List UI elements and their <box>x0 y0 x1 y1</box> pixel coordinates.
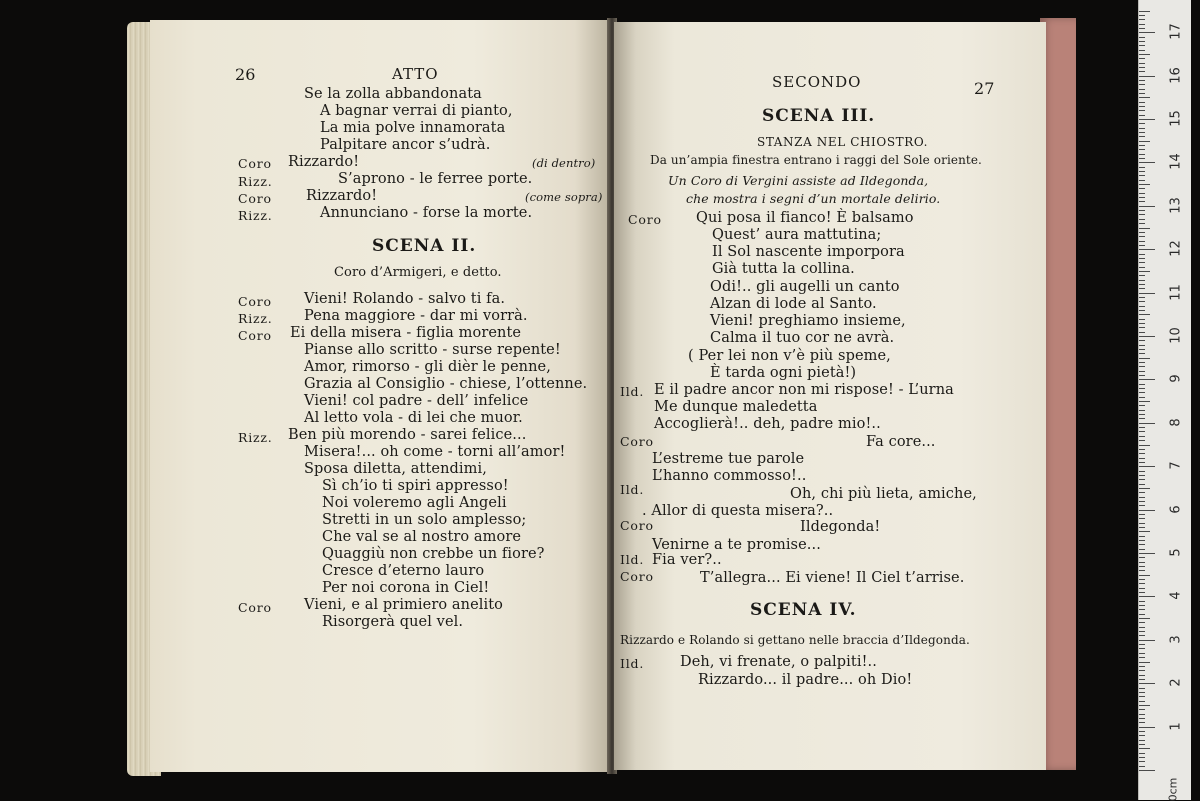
ruler-tick <box>1139 505 1145 506</box>
ruler-tick <box>1139 458 1145 459</box>
ruler-tick <box>1139 149 1145 150</box>
ruler-tick <box>1139 115 1145 116</box>
verse-line: Pena maggiore - dar mi vorrà. <box>304 308 528 324</box>
ruler-tick <box>1139 735 1145 736</box>
ruler-tick <box>1139 76 1155 77</box>
verse-line: Ei della misera - figlia morente <box>290 325 522 341</box>
verse-line: Quaggiù non crebbe un fiore? <box>322 546 545 562</box>
ruler-tick <box>1139 475 1145 476</box>
ruler-tick <box>1139 549 1145 550</box>
ruler-number: 17 <box>1168 23 1184 40</box>
ruler-tick <box>1139 297 1145 298</box>
ruler-tick <box>1139 536 1145 537</box>
ruler-number: 3 <box>1168 635 1184 644</box>
ruler-tick <box>1139 158 1145 159</box>
ruler-number: 16 <box>1168 66 1184 84</box>
speaker-label: Ild. <box>620 482 645 497</box>
verse-line: Fa core... <box>866 434 936 450</box>
verse-line: Risorgerà quel vel. <box>322 614 464 630</box>
ruler-tick <box>1139 171 1145 172</box>
ruler-tick <box>1139 722 1145 723</box>
ruler-number: 14 <box>1168 153 1184 171</box>
ruler-tick <box>1139 50 1145 51</box>
ruler-tick <box>1139 332 1145 333</box>
ruler-tick <box>1139 631 1145 632</box>
ruler-tick <box>1139 701 1145 702</box>
ruler-tick <box>1139 405 1145 406</box>
ruler-tick <box>1139 492 1145 493</box>
ruler-tick <box>1139 123 1145 124</box>
verse-line: Fia ver?.. <box>652 552 722 568</box>
ruler-tick <box>1139 657 1145 658</box>
ruler-tick <box>1139 766 1145 767</box>
ruler-tick <box>1139 141 1150 142</box>
verse-line: Stretti in un solo amplesso; <box>322 512 527 528</box>
verse-line: Annunciano - forse la morte. <box>320 205 533 221</box>
page-number: 26 <box>235 65 256 84</box>
ruler-tick <box>1139 162 1155 163</box>
ruler-tick <box>1139 54 1150 55</box>
verse-line: Sì ch’io ti spiri appresso! <box>322 478 509 494</box>
ruler-tick <box>1139 418 1145 419</box>
ruler-tick <box>1139 709 1145 710</box>
ruler-tick <box>1139 401 1150 402</box>
verse-line: Per noi corona in Ciel! <box>322 580 490 596</box>
ruler-tick <box>1139 414 1145 415</box>
ruler-tick <box>1139 479 1145 480</box>
speaker-label: Rizz. <box>238 208 273 223</box>
ruler-tick <box>1139 349 1145 350</box>
ruler-tick <box>1139 627 1145 628</box>
verse-line: Rizzardo! <box>288 154 360 170</box>
ruler-tick <box>1139 705 1150 706</box>
ruler-tick <box>1139 262 1145 263</box>
scene-setting: STANZA NEL CHIOSTRO. <box>757 135 929 149</box>
ruler-tick <box>1139 119 1155 120</box>
ruler-unit-label: 0cm <box>1166 777 1180 801</box>
ruler-tick <box>1139 453 1145 454</box>
ruler-tick <box>1139 184 1150 185</box>
verse-line: È tarda ogni pietà!) <box>710 365 857 381</box>
verse-line: Accoglierà!.. deh, padre mio!.. <box>654 416 881 432</box>
ruler-tick <box>1139 358 1150 359</box>
ruler-tick <box>1139 770 1155 771</box>
ruler-number: 10 <box>1168 327 1184 344</box>
ruler-tick <box>1139 679 1145 680</box>
stage-direction: che mostra i segni d’un mortale delirio. <box>686 191 941 206</box>
scene-direction: Coro d’Armigeri, e detto. <box>334 265 502 280</box>
ruler-tick <box>1139 570 1145 571</box>
running-head: ATTO <box>392 65 439 83</box>
ruler-tick <box>1139 666 1145 667</box>
speaker-label: Rizz. <box>238 174 273 189</box>
ruler-tick <box>1139 67 1145 68</box>
ruler-tick <box>1139 327 1145 328</box>
ruler-tick <box>1139 197 1145 198</box>
ruler-tick <box>1139 640 1155 641</box>
verse-line: Il Sol nascente imporpora <box>712 244 905 260</box>
ruler-tick <box>1139 180 1145 181</box>
ruler-tick <box>1139 353 1145 354</box>
verse-line: Noi voleremo agli Angeli <box>322 495 507 511</box>
ruler-number: 4 <box>1168 591 1184 601</box>
ruler-tick <box>1139 488 1150 489</box>
verse-line: Cresce d’eterno lauro <box>322 563 485 579</box>
ruler-tick <box>1139 523 1145 524</box>
measuring-ruler <box>1138 0 1191 800</box>
ruler-tick <box>1139 427 1145 428</box>
verse-line: S’aprono - le ferree porte. <box>338 171 533 187</box>
ruler-tick <box>1139 19 1145 20</box>
ruler-number: 5 <box>1168 548 1184 557</box>
ruler-tick <box>1139 588 1145 589</box>
ruler-tick <box>1139 15 1145 16</box>
verse-line: Venirne a te promise... <box>652 537 821 553</box>
ruler-tick <box>1139 618 1150 619</box>
stage-note: (di dentro) <box>532 156 596 170</box>
ruler-tick <box>1139 193 1145 194</box>
ruler-tick <box>1139 501 1145 502</box>
ruler-tick <box>1139 696 1145 697</box>
speaker-label: Rizz. <box>238 311 273 326</box>
verse-line: La mia polve innamorata <box>320 120 506 136</box>
ruler-tick <box>1139 210 1145 211</box>
ruler-tick <box>1139 648 1145 649</box>
ruler-tick <box>1139 518 1145 519</box>
ruler-tick <box>1139 219 1145 220</box>
ruler-tick <box>1139 688 1145 689</box>
ruler-tick <box>1139 41 1145 42</box>
ruler-tick <box>1139 323 1145 324</box>
page-number: 27 <box>974 79 995 98</box>
ruler-tick <box>1139 310 1145 311</box>
speaker-label: Coro <box>620 569 654 584</box>
ruler-tick <box>1139 214 1145 215</box>
ruler-tick <box>1139 201 1145 202</box>
ruler-tick <box>1139 744 1145 745</box>
ruler-tick <box>1139 362 1145 363</box>
ruler-tick <box>1139 510 1155 511</box>
speaker-label: Coro <box>628 212 662 227</box>
ruler-tick <box>1139 622 1145 623</box>
verse-line: Ildegonda! <box>800 519 881 535</box>
verse-line: L’hanno commosso!.. <box>652 468 807 484</box>
ruler-tick <box>1139 340 1145 341</box>
verse-line: A bagnar verrai di pianto, <box>320 103 513 119</box>
ruler-tick <box>1139 462 1145 463</box>
ruler-tick <box>1139 596 1155 597</box>
ruler-number: 9 <box>1168 374 1184 384</box>
ruler-tick <box>1139 740 1145 741</box>
ruler-tick <box>1139 271 1150 272</box>
ruler-tick <box>1139 80 1145 81</box>
speaker-label: Coro <box>238 294 272 309</box>
verse-line: Oh, chi più lieta, amiche, <box>790 486 977 502</box>
ruler-number: 6 <box>1168 504 1184 514</box>
ruler-tick <box>1139 379 1155 380</box>
ruler-tick <box>1139 397 1145 398</box>
ruler-tick <box>1139 514 1145 515</box>
ruler-tick <box>1139 301 1145 302</box>
ruler-tick <box>1139 24 1145 25</box>
scene-title: SCENA III. <box>762 106 876 126</box>
ruler-tick <box>1139 757 1145 758</box>
ruler-number: 7 <box>1168 461 1184 470</box>
ruler-number: 2 <box>1168 678 1184 687</box>
speaker-label: Coro <box>238 328 272 343</box>
ruler-tick <box>1139 371 1145 372</box>
ruler-tick <box>1139 575 1150 576</box>
ruler-tick <box>1139 241 1145 242</box>
ruler-tick <box>1139 267 1145 268</box>
scene-title: SCENA IV. <box>750 600 857 620</box>
ruler-tick <box>1139 531 1150 532</box>
ruler-tick <box>1139 132 1145 133</box>
ruler-tick <box>1139 753 1145 754</box>
speaker-label: Coro <box>238 191 272 206</box>
ruler-tick <box>1139 293 1155 294</box>
ruler-tick <box>1139 683 1155 684</box>
verse-line: Alzan di lode al Santo. <box>710 296 877 312</box>
verse-line: Rizzardo... il padre... oh Dio! <box>698 672 913 688</box>
ruler-tick <box>1139 540 1145 541</box>
ruler-number: 1 <box>1168 721 1184 731</box>
ruler-tick <box>1139 392 1145 393</box>
ruler-tick <box>1139 145 1145 146</box>
ruler-tick <box>1139 375 1145 376</box>
verse-line: Quest’ aura mattutina; <box>712 227 882 243</box>
verse-line: Vieni, e al primiero anelito <box>304 597 503 613</box>
stage-direction: Rizzardo e Rolando si gettano nelle braccia d’Ildegonda. <box>620 633 970 647</box>
ruler-tick <box>1139 154 1145 155</box>
ruler-tick <box>1139 471 1145 472</box>
ruler-tick <box>1139 84 1145 85</box>
ruler-tick <box>1139 175 1145 176</box>
ruler-tick <box>1139 280 1145 281</box>
ruler-tick <box>1139 662 1150 663</box>
ruler-tick <box>1139 410 1145 411</box>
ruler-tick <box>1139 254 1145 255</box>
verse-line: Odi!.. gli augelli un canto <box>710 279 900 295</box>
verse-line: Al letto vola - di lei che muor. <box>304 410 523 426</box>
ruler-tick <box>1139 583 1145 584</box>
ruler-tick <box>1139 553 1155 554</box>
ruler-tick <box>1139 188 1145 189</box>
ruler-tick <box>1139 223 1145 224</box>
ruler-tick <box>1139 58 1145 59</box>
ruler-number: 11 <box>1168 283 1184 301</box>
ruler-tick <box>1139 718 1145 719</box>
ruler-tick <box>1139 731 1145 732</box>
ruler-tick <box>1139 106 1145 107</box>
ruler-tick <box>1139 748 1150 749</box>
ruler-tick <box>1139 102 1145 103</box>
verse-line: Calma il tuo cor ne avrà. <box>710 330 895 346</box>
ruler-tick <box>1139 609 1145 610</box>
ruler-tick <box>1139 71 1145 72</box>
ruler-tick <box>1139 306 1145 307</box>
ruler-tick <box>1139 63 1145 64</box>
verse-line: Che val se al nostro amore <box>322 529 522 545</box>
ruler-tick <box>1139 675 1145 676</box>
ruler-tick <box>1139 206 1155 207</box>
ruler-tick <box>1139 557 1145 558</box>
ruler-tick <box>1139 449 1145 450</box>
ruler-tick <box>1139 336 1155 337</box>
ruler-tick <box>1139 436 1145 437</box>
verse-line: Rizzardo! <box>306 188 378 204</box>
ruler-tick <box>1139 314 1150 315</box>
ruler-tick <box>1139 440 1145 441</box>
verse-line: Pianse allo scritto - surse repente! <box>304 342 561 358</box>
ruler-tick <box>1139 345 1145 346</box>
ruler-tick <box>1139 423 1155 424</box>
running-head: SECONDO <box>772 73 862 91</box>
ruler-tick <box>1139 605 1145 606</box>
ruler-number: 8 <box>1168 418 1184 427</box>
ruler-tick <box>1139 89 1145 90</box>
ruler-tick <box>1139 32 1155 33</box>
verse-line: L’estreme tue parole <box>652 451 805 467</box>
verse-line: Deh, vi frenate, o palpiti!.. <box>680 654 877 670</box>
verse-line: Me dunque maledetta <box>654 399 818 415</box>
ruler-tick <box>1139 484 1145 485</box>
stage-note: (come sopra) <box>525 190 603 204</box>
ruler-tick <box>1139 275 1145 276</box>
ruler-tick <box>1139 592 1145 593</box>
ruler-tick <box>1139 37 1145 38</box>
verse-line: Misera!... oh come - torni all’amor! <box>304 444 566 460</box>
ruler-tick <box>1139 97 1150 98</box>
ruler-tick <box>1139 128 1145 129</box>
ruler-tick <box>1139 284 1145 285</box>
verse-line: Palpitare ancor s’udrà. <box>320 137 491 153</box>
ruler-tick <box>1139 727 1155 728</box>
verse-line: ( Per lei non v’è più speme, <box>688 348 891 364</box>
verse-line: . Allor di questa misera?.. <box>642 503 834 519</box>
ruler-tick <box>1139 93 1145 94</box>
ruler-tick <box>1139 544 1145 545</box>
verse-line: Vieni! col padre - dell’ infelice <box>304 393 529 409</box>
ruler-tick <box>1139 110 1145 111</box>
verse-line: Sposa diletta, attendimi, <box>304 461 487 477</box>
ruler-tick <box>1139 653 1145 654</box>
ruler-tick <box>1139 245 1145 246</box>
ruler-number: 13 <box>1168 197 1184 214</box>
speaker-label: Coro <box>238 600 272 615</box>
ruler-tick <box>1139 249 1155 250</box>
verse-line: Grazia al Consiglio - chiese, l’ottenne. <box>304 376 588 392</box>
scene-title: SCENA II. <box>372 236 477 256</box>
ruler-tick <box>1139 431 1145 432</box>
ruler-tick <box>1139 45 1145 46</box>
verse-line: Ben più morendo - sarei felice... <box>288 427 527 443</box>
ruler-tick <box>1139 384 1145 385</box>
ruler-tick <box>1139 466 1155 467</box>
verse-line: Vieni! preghiamo insieme, <box>710 313 906 329</box>
verse-line: Amor, rimorso - gli dièr le penne, <box>304 359 551 375</box>
speaker-label: Ild. <box>620 552 645 567</box>
ruler-tick <box>1139 258 1145 259</box>
ruler-tick <box>1139 366 1145 367</box>
ruler-tick <box>1139 562 1145 563</box>
verse-line: Se la zolla abbandonata <box>304 86 482 102</box>
ruler-tick <box>1139 635 1145 636</box>
speaker-label: Coro <box>238 156 272 171</box>
ruler-tick <box>1139 388 1145 389</box>
ruler-tick <box>1139 228 1150 229</box>
ruler-tick <box>1139 28 1145 29</box>
verse-line: Già tutta la collina. <box>712 261 855 277</box>
ruler-number: 12 <box>1168 240 1184 257</box>
ruler-tick <box>1139 232 1145 233</box>
right-page <box>614 22 1046 770</box>
ruler-tick <box>1139 497 1145 498</box>
speaker-label: Coro <box>620 518 654 533</box>
verse-line: T’allegra... Ei viene! Il Ciel t’arrise. <box>700 570 965 586</box>
speaker-label: Rizz. <box>238 430 273 445</box>
ruler-tick <box>1139 288 1145 289</box>
speaker-label: Ild. <box>620 656 645 671</box>
stage-direction: Da un’ampia finestra entrano i raggi del Sole oriente. <box>650 153 982 167</box>
ruler-tick <box>1139 319 1145 320</box>
verse-line: Qui posa il fianco! È balsamo <box>696 210 914 226</box>
ruler-tick <box>1139 527 1145 528</box>
ruler-tick <box>1139 566 1145 567</box>
ruler-tick <box>1139 614 1145 615</box>
ruler-number: 15 <box>1168 110 1184 127</box>
speaker-label: Coro <box>620 434 654 449</box>
ruler-tick <box>1139 11 1150 12</box>
ruler-tick <box>1139 136 1145 137</box>
verse-line: Vieni! Rolando - salvo ti fa. <box>304 291 506 307</box>
ruler-tick <box>1139 236 1145 237</box>
left-page <box>150 20 612 772</box>
ruler-tick <box>1139 761 1145 762</box>
ruler-tick <box>1139 445 1150 446</box>
verse-line: E il padre ancor non mi rispose! - L’urna <box>654 382 954 398</box>
stage-direction: Un Coro di Vergini assiste ad Ildegonda, <box>668 173 929 188</box>
ruler-tick <box>1139 644 1145 645</box>
ruler-tick <box>1139 579 1145 580</box>
ruler-tick <box>1139 714 1145 715</box>
ruler-tick <box>1139 670 1145 671</box>
ruler-tick <box>1139 167 1145 168</box>
speaker-label: Ild. <box>620 384 645 399</box>
ruler-tick <box>1139 601 1145 602</box>
ruler-tick <box>1139 692 1145 693</box>
